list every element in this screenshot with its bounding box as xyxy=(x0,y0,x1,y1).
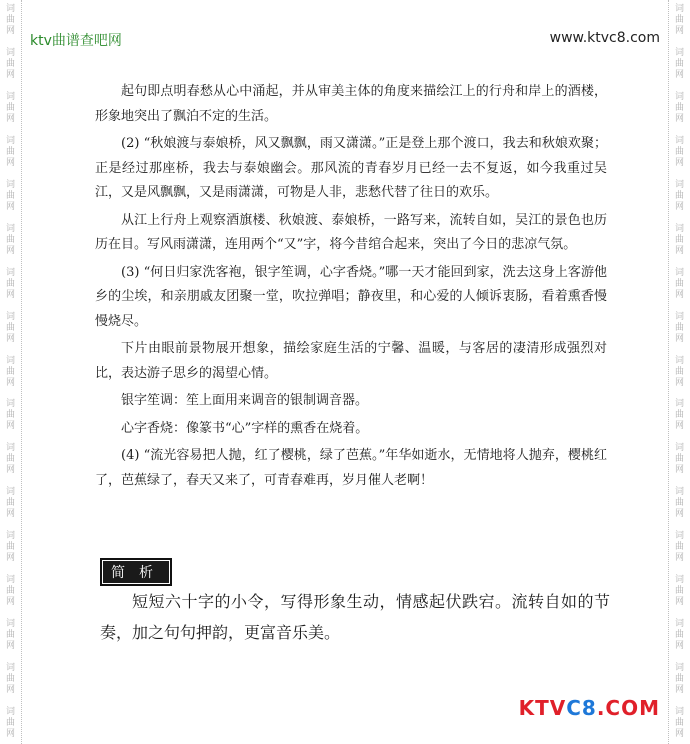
site-url-right: www.ktvc8.com xyxy=(549,30,660,46)
margin-watermark-char: 词 xyxy=(5,355,15,366)
margin-watermark-char: 曲 xyxy=(5,190,15,201)
paragraph: 从江上行舟上观察酒旗楼、秋娘渡、泰娘桥，一路写来，流转自如，吴江的景色也历历在目。写风雨潇潇，连用两个“又”字，将今昔绾合起来，突出了今日的悲凉气氛。 xyxy=(95,212,607,252)
margin-watermark-group xyxy=(675,4,684,37)
margin-watermark-char: 词 xyxy=(5,4,15,14)
margin-watermark-group xyxy=(675,180,684,213)
margin-watermark-char: 网 xyxy=(5,26,15,36)
margin-watermark-group xyxy=(6,619,15,652)
margin-watermark-char: 曲 xyxy=(674,146,684,157)
margin-watermark-char: 网 xyxy=(674,69,684,80)
margin-watermark-char: 网 xyxy=(5,289,15,300)
margin-watermark-group xyxy=(675,619,684,652)
margin-watermark-char: 曲 xyxy=(674,718,684,728)
margin-watermark-char: 词 xyxy=(5,707,15,717)
margin-watermark-char: 曲 xyxy=(674,278,684,289)
margin-watermark-char: 词 xyxy=(674,267,684,278)
margin-watermark-group xyxy=(6,92,15,125)
right-margin-watermark xyxy=(668,0,690,744)
margin-watermark-char: 词 xyxy=(674,311,684,322)
margin-watermark-char: 词 xyxy=(5,311,15,322)
margin-watermark-group xyxy=(675,575,684,608)
margin-watermark-group xyxy=(675,92,684,125)
margin-watermark-char: 词 xyxy=(674,399,684,410)
margin-watermark-char: 网 xyxy=(5,729,15,739)
margin-watermark-char: 网 xyxy=(674,729,684,739)
margin-watermark-char: 网 xyxy=(674,113,684,124)
margin-watermark-char: 词 xyxy=(674,707,684,717)
margin-watermark-char: 词 xyxy=(5,487,15,498)
margin-watermark-group xyxy=(6,356,15,389)
margin-watermark-char: 曲 xyxy=(5,630,15,641)
margin-watermark-char: 曲 xyxy=(674,674,684,685)
paragraph: 起句即点明春愁从心中涌起，并从审美主体的角度来描绘江上的行舟和岸上的酒楼，形象地突出了飘泊不定的生活。 xyxy=(95,84,607,124)
margin-watermark-char: 词 xyxy=(674,443,684,454)
margin-watermark-group xyxy=(675,663,684,696)
margin-watermark-char: 词 xyxy=(674,135,684,146)
paragraph: 银字笙调：笙上面用来调音的银制调音器。 xyxy=(121,393,369,408)
margin-watermark-char: 网 xyxy=(5,465,15,476)
margin-watermark-group xyxy=(6,4,15,37)
margin-watermark-char: 词 xyxy=(5,135,15,146)
paragraph: 下片由眼前景物展开想象，描绘家庭生活的宁馨、温暖，与客居的凄清形成强烈对比，表达游子思乡的渴望心情。 xyxy=(95,341,607,381)
margin-watermark-char: 曲 xyxy=(5,366,15,377)
margin-watermark-group xyxy=(675,531,684,564)
margin-watermark-char: 曲 xyxy=(5,498,15,509)
margin-watermark-char: 曲 xyxy=(5,278,15,289)
margin-watermark-group xyxy=(6,575,15,608)
logo-part-c8: C8 xyxy=(566,696,597,720)
margin-watermark-char: 网 xyxy=(674,377,684,388)
margin-watermark-group xyxy=(6,180,15,213)
margin-watermark-char: 网 xyxy=(674,157,684,168)
margin-watermark-group xyxy=(675,136,684,169)
logo-part-ktv: KTV xyxy=(518,696,567,720)
margin-watermark-char: 网 xyxy=(5,641,15,652)
margin-watermark-char: 词 xyxy=(5,47,15,58)
margin-watermark-char: 词 xyxy=(674,91,684,102)
margin-watermark-group xyxy=(6,48,15,81)
margin-watermark-char: 网 xyxy=(674,553,684,564)
margin-watermark-group xyxy=(6,707,15,740)
margin-watermark-char: 曲 xyxy=(674,630,684,641)
margin-watermark-char: 网 xyxy=(674,685,684,696)
margin-watermark-char: 网 xyxy=(5,69,15,80)
page-body xyxy=(95,80,607,496)
margin-watermark-char: 曲 xyxy=(5,58,15,69)
margin-watermark-group xyxy=(6,312,15,345)
margin-watermark-char: 曲 xyxy=(5,410,15,421)
paragraph: 心字香烧：像篆书“心”字样的熏香在烧着。 xyxy=(121,420,369,436)
paragraph: (2) “秋娘渡与泰娘桥，风又飘飘，雨又潇潇。”正是登上那个渡口，我去和秋娘欢聚；正是经过那座桥，我去与泰娘幽会。那风流的青春岁月已经一去不复返，如今我重过吴江，又是风飘飘，又是雨潇潇，可物是人非，悲愁代替了往日的欢乐。 xyxy=(95,136,607,200)
margin-watermark-char: 词 xyxy=(674,531,684,542)
section-heading-box xyxy=(100,558,172,586)
margin-watermark-char: 网 xyxy=(674,333,684,344)
margin-watermark-group xyxy=(6,487,15,520)
margin-watermark-group xyxy=(6,443,15,476)
margin-watermark-char: 网 xyxy=(5,597,15,608)
margin-watermark-group xyxy=(6,136,15,169)
margin-watermark-char: 网 xyxy=(674,465,684,476)
margin-watermark-char: 曲 xyxy=(674,190,684,201)
margin-watermark-char: 网 xyxy=(5,377,15,388)
margin-watermark-char: 词 xyxy=(5,91,15,102)
margin-watermark-group xyxy=(6,268,15,301)
margin-watermark-char: 曲 xyxy=(5,102,15,113)
margin-watermark-group xyxy=(675,487,684,520)
margin-watermark-char: 曲 xyxy=(674,366,684,377)
margin-watermark-char: 词 xyxy=(674,619,684,630)
margin-watermark-char: 词 xyxy=(5,443,15,454)
margin-watermark-char: 网 xyxy=(674,245,684,256)
margin-watermark-char: 曲 xyxy=(5,234,15,245)
margin-watermark-char: 网 xyxy=(674,641,684,652)
margin-watermark-char: 网 xyxy=(5,201,15,212)
left-margin-watermark xyxy=(0,0,22,744)
site-logo xyxy=(519,696,660,720)
margin-watermark-group xyxy=(675,707,684,740)
margin-watermark-char: 曲 xyxy=(5,15,15,25)
margin-watermark-group xyxy=(675,268,684,301)
margin-watermark-char: 网 xyxy=(674,597,684,608)
margin-watermark-group xyxy=(675,356,684,389)
margin-watermark-group xyxy=(675,48,684,81)
margin-watermark-char: 曲 xyxy=(5,674,15,685)
margin-watermark-char: 词 xyxy=(5,399,15,410)
margin-watermark-char: 曲 xyxy=(674,102,684,113)
margin-watermark-group xyxy=(6,531,15,564)
margin-watermark-char: 词 xyxy=(674,179,684,190)
margin-watermark-char: 曲 xyxy=(5,586,15,597)
margin-watermark-char: 词 xyxy=(674,223,684,234)
margin-watermark-char: 曲 xyxy=(674,410,684,421)
margin-watermark-char: 曲 xyxy=(5,718,15,728)
margin-watermark-char: 词 xyxy=(5,531,15,542)
margin-watermark-char: 曲 xyxy=(5,146,15,157)
margin-watermark-char: 网 xyxy=(5,245,15,256)
margin-watermark-char: 网 xyxy=(674,26,684,36)
margin-watermark-char: 网 xyxy=(5,685,15,696)
margin-watermark-char: 曲 xyxy=(674,454,684,465)
margin-watermark-char: 曲 xyxy=(674,58,684,69)
margin-watermark-char: 词 xyxy=(5,663,15,674)
margin-watermark-char: 词 xyxy=(674,575,684,586)
margin-watermark-char: 网 xyxy=(5,333,15,344)
margin-watermark-char: 网 xyxy=(5,509,15,520)
margin-watermark-char: 词 xyxy=(5,223,15,234)
section-heading: 简析 xyxy=(103,561,169,583)
margin-watermark-char: 词 xyxy=(674,47,684,58)
margin-watermark-group xyxy=(675,224,684,257)
margin-watermark-char: 曲 xyxy=(674,322,684,333)
margin-watermark-char: 词 xyxy=(674,355,684,366)
margin-watermark-char: 曲 xyxy=(674,15,684,25)
margin-watermark-group xyxy=(675,312,684,345)
margin-watermark-char: 网 xyxy=(5,113,15,124)
margin-watermark-char: 网 xyxy=(5,553,15,564)
margin-watermark-char: 词 xyxy=(5,619,15,630)
margin-watermark-char: 网 xyxy=(5,421,15,432)
margin-watermark-char: 词 xyxy=(674,663,684,674)
margin-watermark-char: 曲 xyxy=(5,454,15,465)
margin-watermark-char: 网 xyxy=(674,509,684,520)
margin-watermark-char: 词 xyxy=(674,487,684,498)
margin-watermark-char: 曲 xyxy=(674,498,684,509)
margin-watermark-char: 曲 xyxy=(5,542,15,553)
margin-watermark-char: 词 xyxy=(5,267,15,278)
margin-watermark-char: 曲 xyxy=(674,542,684,553)
margin-watermark-char: 词 xyxy=(674,4,684,14)
margin-watermark-group xyxy=(6,224,15,257)
margin-watermark-group xyxy=(675,399,684,432)
margin-watermark-char: 曲 xyxy=(5,322,15,333)
margin-watermark-char: 网 xyxy=(674,289,684,300)
margin-watermark-group xyxy=(6,399,15,432)
margin-watermark-char: 网 xyxy=(674,201,684,212)
site-name-left: ktv曲谱查吧网 xyxy=(30,33,122,49)
margin-watermark-char: 词 xyxy=(5,575,15,586)
margin-watermark-char: 网 xyxy=(674,421,684,432)
paragraph: (4) “流光容易把人抛，红了樱桃，绿了芭蕉。”年华如逝水，无情地将人抛弃，樱桃红了，芭蕉绿了，春天又来了，可青春难再，岁月催人老啊！ xyxy=(95,448,607,488)
summary-paragraph: 短短六十字的小令，写得形象生动，情感起伏跌宕。流转自如的节奏，加之句句押韵，更富音乐美。 xyxy=(100,592,610,642)
margin-watermark-char: 网 xyxy=(5,157,15,168)
logo-part-com: .COM xyxy=(596,696,660,720)
margin-watermark-char: 曲 xyxy=(674,234,684,245)
margin-watermark-char: 词 xyxy=(5,179,15,190)
margin-watermark-group xyxy=(6,663,15,696)
margin-watermark-group xyxy=(675,443,684,476)
paragraph: (3) “何日归家洗客袍，银字笙调，心字香烧。”哪一天才能回到家，洗去这身上客游他乡的尘埃，和亲朋戚友团聚一堂，吹拉弹唱；静夜里，和心爱的人倾诉衷肠，看着熏香慢慢烧尽。 xyxy=(95,264,607,329)
margin-watermark-char: 曲 xyxy=(674,586,684,597)
